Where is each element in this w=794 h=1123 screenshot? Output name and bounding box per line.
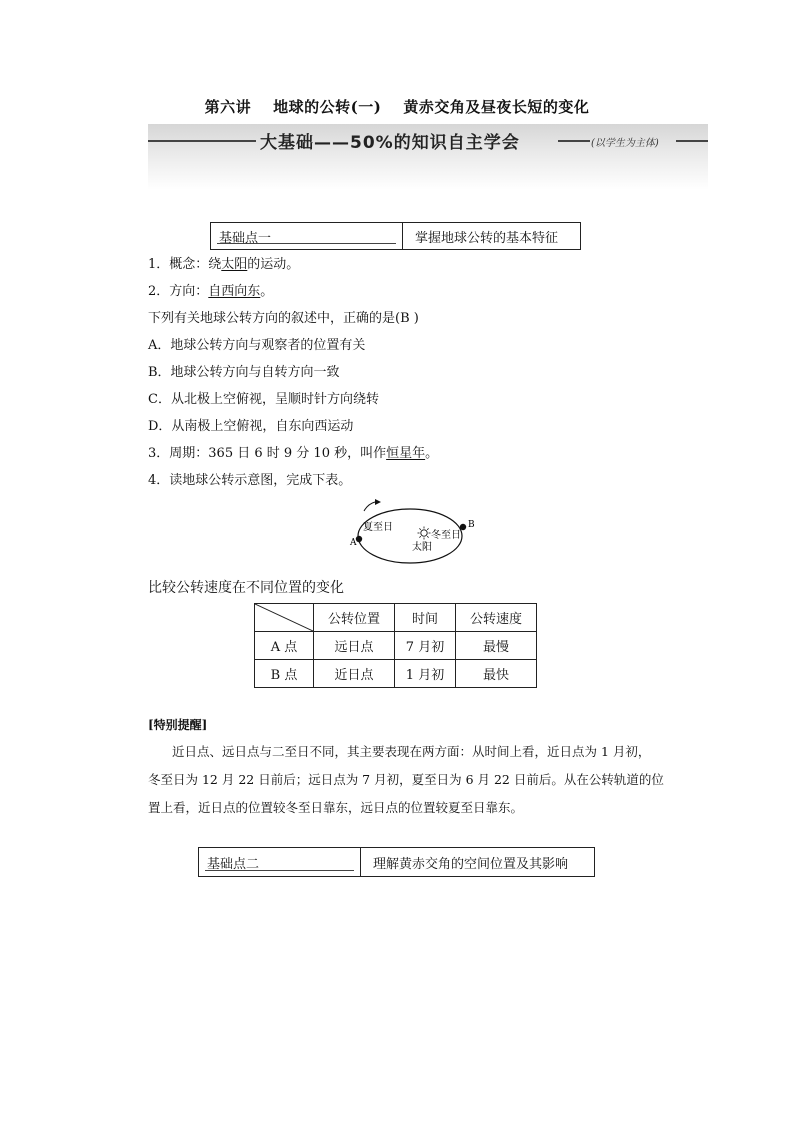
tip-line: 置上看，近日点的位置较冬至日靠东，远日点的位置较夏至日靠东。	[148, 800, 524, 815]
table-cell: 最慢	[456, 632, 537, 660]
orbit-diagram	[330, 494, 490, 572]
concept-end: 的运动。	[247, 257, 300, 272]
banner-rule-left	[148, 140, 256, 142]
table-header: 公转位置	[314, 604, 395, 632]
table-cell: 最快	[456, 660, 537, 688]
table-cell: 7 月初	[395, 632, 456, 660]
item-period	[148, 445, 438, 463]
knowledge-point-1-box	[210, 222, 581, 250]
table-header-row	[255, 604, 537, 632]
knowledge-point-2-label: 基础点二	[207, 856, 260, 872]
knowledge-point-1-label-cell	[211, 223, 403, 249]
section-banner	[148, 124, 708, 190]
lesson-number: 第六讲	[204, 98, 252, 116]
banner-text: 大基础——50%的知识自主学会	[260, 133, 520, 153]
period-text: 3．周期：365 日 6 时 9 分 10 秒，叫作	[148, 446, 387, 461]
page-title	[0, 96, 794, 117]
lesson-topic: 黄赤交角及昼夜长短的变化	[403, 98, 590, 116]
table-row	[255, 660, 537, 688]
sun-label: 太阳	[412, 542, 432, 553]
concept-text: 1．概念：绕	[148, 257, 222, 272]
tip-body	[148, 738, 678, 822]
tip-title: [特别提醒]	[148, 718, 208, 732]
table-cell: 近日点	[314, 660, 395, 688]
item-direction	[148, 283, 273, 301]
period-answer: 恒星年	[386, 446, 426, 461]
point-a-label: A	[350, 538, 357, 548]
compare-caption: 比较公转速度在不同位置的变化	[148, 580, 344, 596]
option-b: B．地球公转方向与自转方向一致	[148, 365, 340, 380]
knowledge-point-1-title: 掌握地球公转的基本特征	[415, 230, 559, 246]
sun-icon	[418, 527, 431, 540]
direction-answer: 自西向东	[208, 284, 261, 299]
label-underline	[205, 870, 354, 871]
table-cell: B 点	[255, 660, 314, 688]
tip-line: 冬至日为 12 月 22 日前后；远日点为 7 月初，夏至日为 6 月 22 日前后。从在公转轨道的位	[148, 772, 664, 787]
diagonal-line	[255, 604, 313, 631]
direction-end: 。	[260, 284, 274, 299]
label-underline	[217, 243, 396, 244]
banner-rule-mid	[558, 140, 590, 142]
item-read-diagram: 4．读地球公转示意图，完成下表。	[148, 473, 352, 488]
point-b-label: B	[468, 520, 475, 530]
question-stem: 下列有关地球公转方向的叙述中，正确的是(B )	[148, 311, 419, 326]
table-cell: A 点	[255, 632, 314, 660]
banner-rule-right	[676, 140, 708, 142]
banner-subtitle: (以学生为主体)	[591, 138, 659, 149]
table-header: 公转速度	[456, 604, 537, 632]
knowledge-point-2-title: 理解黄赤交角的空间位置及其影响	[373, 856, 569, 872]
tip-line: 近日点、远日点与二至日不同，其主要表现在两方面：从时间上看，近日点为 1 月初，	[172, 744, 651, 759]
concept-answer: 太阳	[221, 257, 248, 272]
knowledge-point-2-label-cell	[199, 848, 361, 876]
table-corner-cell	[255, 604, 314, 632]
winter-solstice-label: 冬至日	[431, 530, 461, 541]
summer-solstice-label: 夏至日	[363, 522, 393, 533]
period-end: 。	[425, 446, 439, 461]
table-cell: 1 月初	[395, 660, 456, 688]
table-row	[255, 632, 537, 660]
direction-text: 2．方向：	[148, 284, 209, 299]
option-a: A．地球公转方向与观察者的位置有关	[148, 338, 366, 353]
knowledge-point-1-label: 基础点一	[219, 230, 272, 246]
option-d: D．从南极上空俯视，自东向西运动	[148, 419, 354, 434]
item-concept	[148, 256, 299, 274]
knowledge-point-2-box	[198, 847, 595, 877]
point-a-marker	[356, 536, 362, 542]
table-header: 时间	[395, 604, 456, 632]
lesson-subtitle: 地球的公转(一)	[273, 98, 382, 116]
comparison-table	[254, 603, 537, 688]
option-c: C．从北极上空俯视，呈顺时针方向绕转	[148, 392, 379, 407]
direction-arrow-icon	[375, 499, 381, 505]
direction-arc	[364, 502, 375, 511]
table-cell: 远日点	[314, 632, 395, 660]
